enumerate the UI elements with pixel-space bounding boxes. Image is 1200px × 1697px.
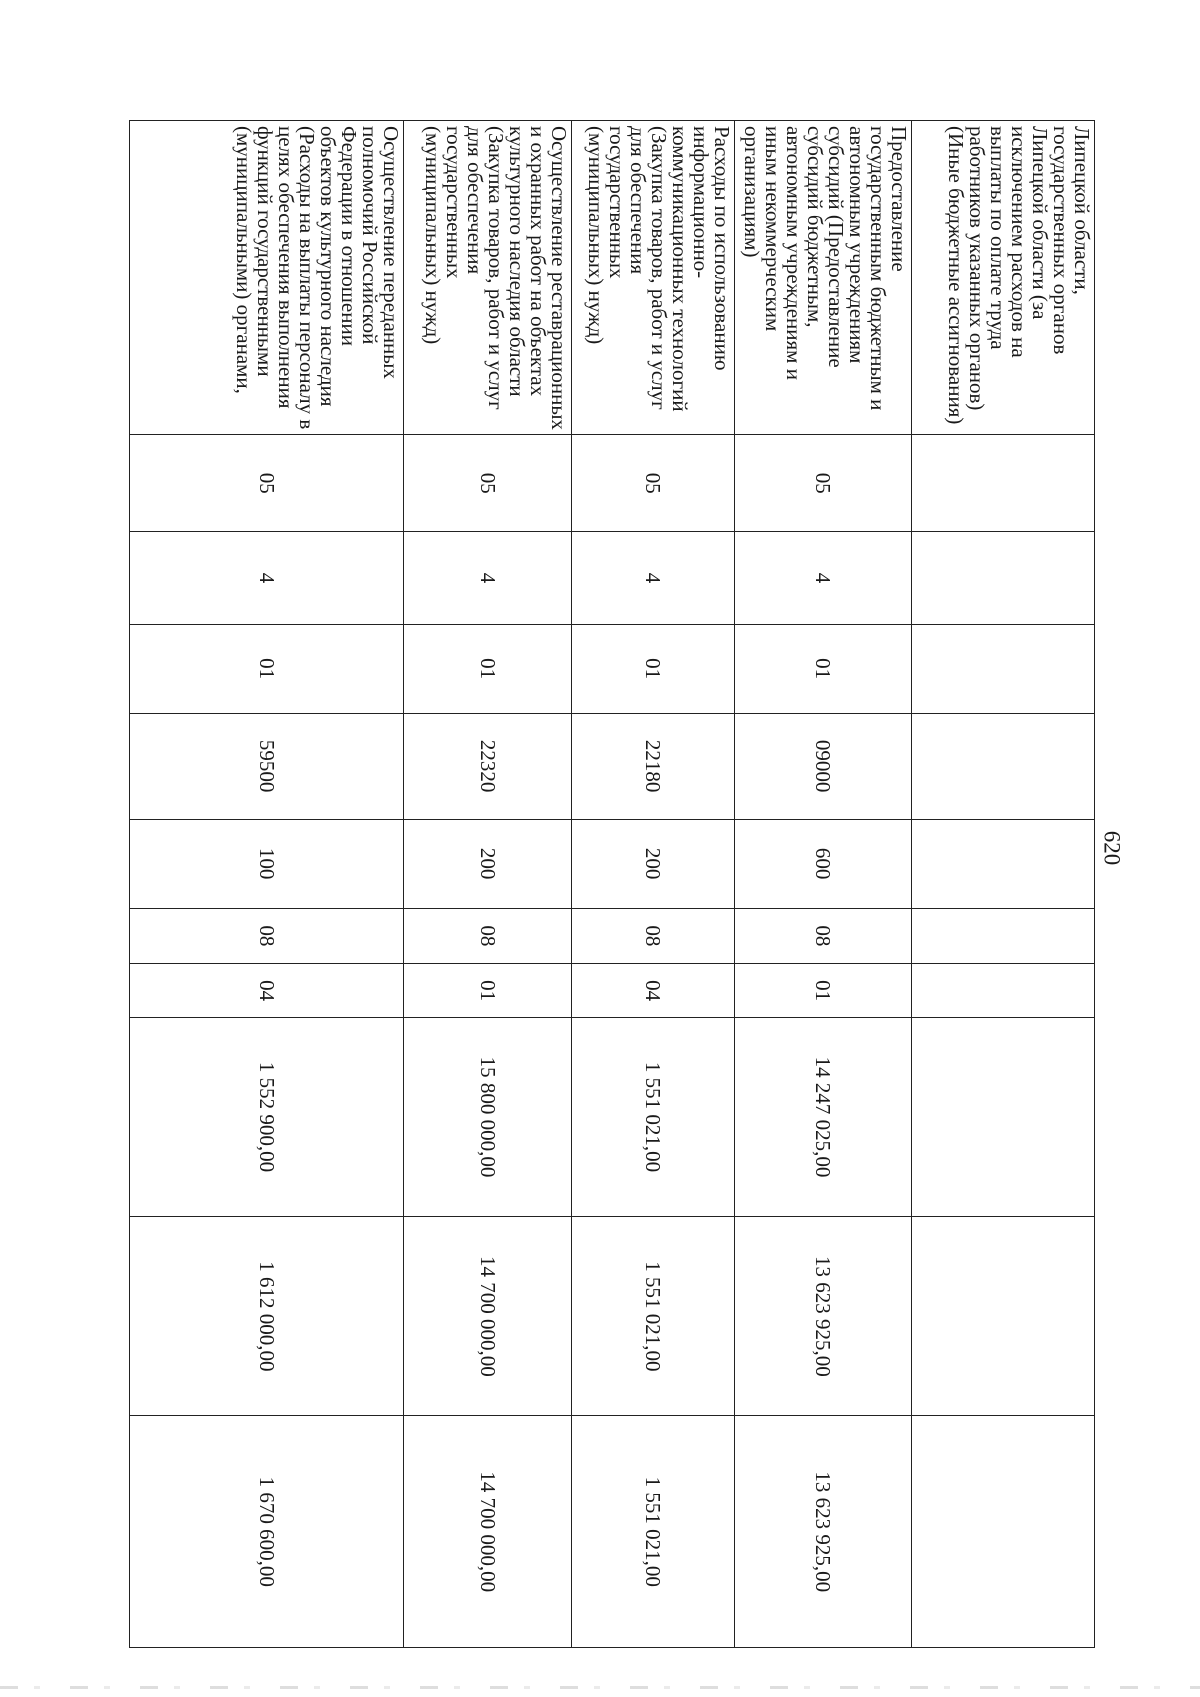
row-description: Осуществление переданных полномочий Российской Федерации в отношении объектов культурного наследия (Расходы на выплаты персоналу в целях обеспечения выполнения функций государственными (муниципальными) органами, [130, 121, 404, 435]
code-cell: 4 [572, 532, 735, 624]
row-description: Осуществление реставрационных и охранных работ на объектах культурного наследия области (Закупка товаров, работ и услуг для обеспечения государственных (муниципальных) нужд) [404, 121, 572, 435]
amount-cell: 1 612 000,00 [130, 1217, 404, 1416]
amount-cell: 13 623 925,00 [735, 1217, 912, 1416]
code-cell: 200 [404, 819, 572, 908]
table-row [404, 121, 572, 1648]
code-cell: 01 [404, 624, 572, 713]
code-cell [912, 434, 1095, 532]
code-cell: 05 [404, 434, 572, 532]
code-cell [912, 713, 1095, 819]
code-cell [912, 908, 1095, 964]
table-row [735, 121, 912, 1648]
code-cell: 01 [735, 624, 912, 713]
amount-cell [912, 1017, 1095, 1216]
row-description: Предоставление государственным бюджетным и автономным учреждениям субсидий (Предоставление субсидий бюджетным, автономным учреждениям и иным некоммерческим организациям) [735, 121, 912, 435]
code-cell [912, 819, 1095, 908]
code-cell: 04 [572, 964, 735, 1018]
amount-cell: 1 552 900,00 [130, 1017, 404, 1216]
amount-cell: 1 551 021,00 [572, 1217, 735, 1416]
code-cell: 05 [572, 434, 735, 532]
page-number: 620 [1099, 830, 1125, 866]
code-cell: 600 [735, 819, 912, 908]
code-cell: 01 [130, 624, 404, 713]
amount-cell [912, 1416, 1095, 1648]
amount-cell: 14 700 000,00 [404, 1416, 572, 1648]
code-cell [912, 532, 1095, 624]
amount-cell: 13 623 925,00 [735, 1416, 912, 1648]
table-row [572, 121, 735, 1648]
code-cell: 09000 [735, 713, 912, 819]
scan-artifact-strip [0, 1686, 1200, 1689]
code-cell: 04 [130, 964, 404, 1018]
table-row [130, 121, 404, 1648]
code-cell: 200 [572, 819, 735, 908]
code-cell: 4 [404, 532, 572, 624]
code-cell: 22180 [572, 713, 735, 819]
code-cell: 01 [572, 624, 735, 713]
amount-cell [912, 1217, 1095, 1416]
code-cell [912, 964, 1095, 1018]
table-row [912, 121, 1095, 1648]
code-cell: 100 [130, 819, 404, 908]
row-description: Расходы по использованию информационно-коммуникационных технологий (Закупка товаров, работ и услуг для обеспечения государственных (муниципальных) нужд) [572, 121, 735, 435]
code-cell: 08 [404, 908, 572, 964]
amount-cell: 15 800 000,00 [404, 1017, 572, 1216]
code-cell [912, 624, 1095, 713]
amount-cell: 1 551 021,00 [572, 1017, 735, 1216]
code-cell: 08 [130, 908, 404, 964]
amount-cell: 1 551 021,00 [572, 1416, 735, 1648]
code-cell: 4 [130, 532, 404, 624]
code-cell: 4 [735, 532, 912, 624]
amount-cell: 14 700 000,00 [404, 1217, 572, 1416]
amount-cell: 1 670 600,00 [130, 1416, 404, 1648]
code-cell: 08 [572, 908, 735, 964]
code-cell: 05 [130, 434, 404, 532]
code-cell: 59500 [130, 713, 404, 819]
amount-cell: 14 247 025,00 [735, 1017, 912, 1216]
code-cell: 01 [735, 964, 912, 1018]
row-description: Липецкой области, государственных органов Липецкой области (за исключением расходов на выплаты по оплате труда работников указанных органов) (Иные бюджетные ассигнования) [912, 121, 1095, 435]
code-cell: 01 [404, 964, 572, 1018]
code-cell: 05 [735, 434, 912, 532]
code-cell: 22320 [404, 713, 572, 819]
budget-table [129, 120, 1095, 1648]
code-cell: 08 [735, 908, 912, 964]
